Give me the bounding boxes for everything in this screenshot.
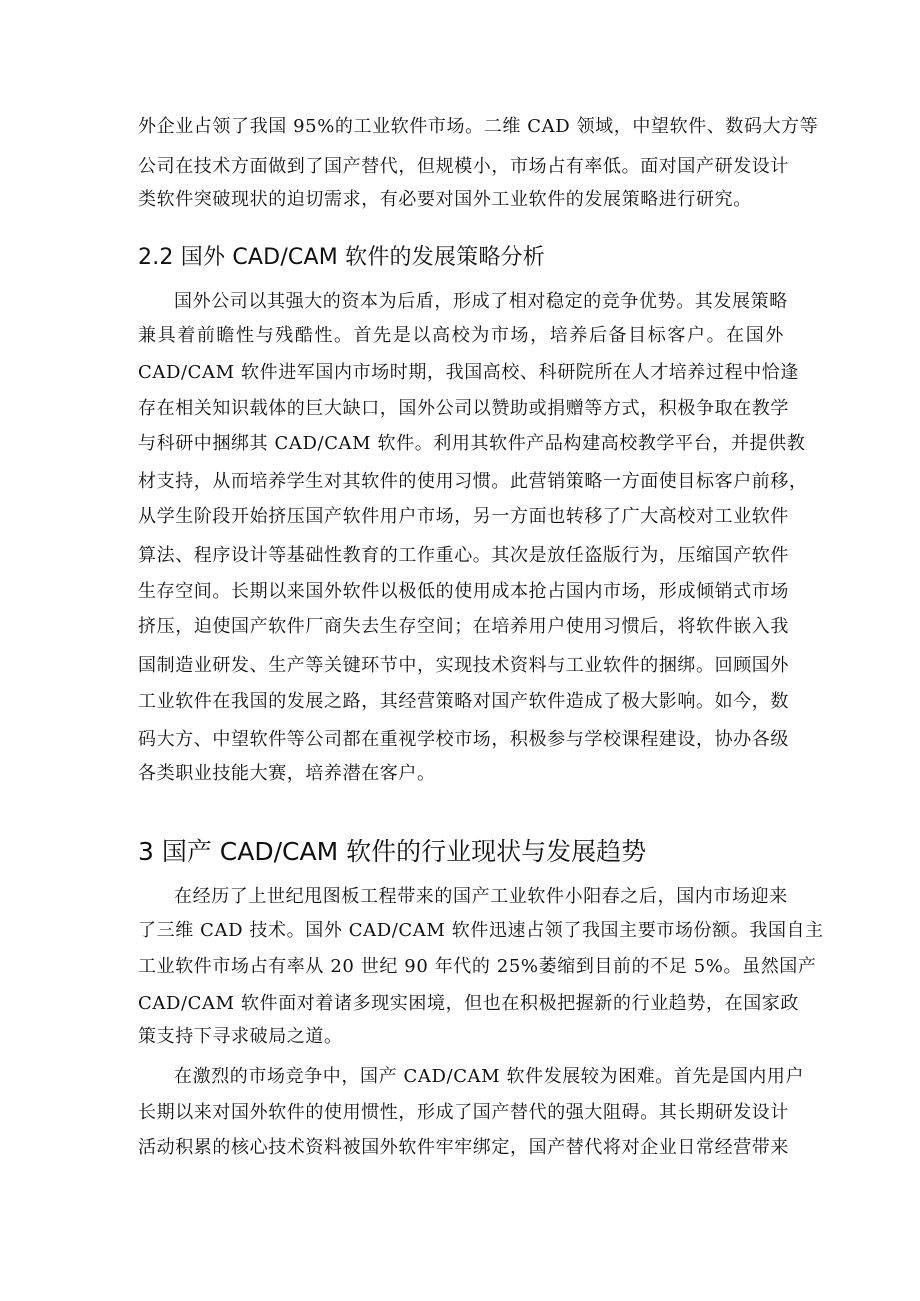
text-line: 长期以来对国外软件的使用惯性，形成了国产替代的强大阻碍。其长期研发设计 bbox=[138, 1102, 789, 1123]
text-line: 算法、程序设计等基础性教育的工作重心。其次是放任盗版行为，压缩国产软件 bbox=[138, 545, 789, 566]
text-line: 工业软件市场占有率从 20 世纪 90 年代的 25%萎缩到目前的不足 5%。虽然国产 bbox=[138, 956, 817, 977]
text-line: 公司在技术方面做到了国产替代，但规模小，市场占有率低。面对国产研发设计 bbox=[138, 156, 789, 177]
text-line: 工业软件在我国的发展之路，其经营策略对国产软件造成了极大影响。如今，数 bbox=[138, 691, 789, 712]
text-line: 活动积累的核心技术资料被国外软件牢牢绑定，国产替代将对企业日常经营带来 bbox=[138, 1137, 789, 1158]
text-line: CAD/CAM 软件面对着诸多现实困境，但也在积极把握新的行业趋势，在国家政 bbox=[138, 993, 799, 1014]
text-line: 在经历了上世纪甩图板工程带来的国产工业软件小阳春之后，国内市场迎来 bbox=[174, 886, 788, 907]
text-line: 生存空间。长期以来国外软件以极低的使用成本抢占国内市场，形成倾销式市场 bbox=[138, 581, 789, 602]
text-line: 各类职业技能大赛，培养潜在客户。 bbox=[138, 763, 436, 784]
text-line: 挤压，迫使国产软件厂商失去生存空间；在培养用户使用习惯后，将软件嵌入我 bbox=[138, 616, 789, 637]
text-line: CAD/CAM 软件进军国内市场时期，我国高校、科研院所在人才培养过程中恰逢 bbox=[138, 362, 799, 383]
text-line: 在激烈的市场竞争中，国产 CAD/CAM 软件发展较为困难。首先是国内用户 bbox=[174, 1066, 805, 1087]
section-heading-2-2: 2.2 国外 CAD/CAM 软件的发展策略分析 bbox=[138, 245, 545, 270]
text-line: 码大方、中望软件等公司都在重视学校市场，积极参与学校课程建设，协办各级 bbox=[138, 729, 789, 750]
text-line: 外企业占领了我国 95%的工业软件市场。二维 CAD 领域，中望软件、数码大方等 bbox=[138, 116, 819, 137]
text-line: 存在相关知识载体的巨大缺口，国外公司以赞助或捐赠等方式，积极争取在教学 bbox=[138, 398, 789, 419]
text-line: 国外公司以其强大的资本为后盾，形成了相对稳定的竞争优势。其发展策略 bbox=[174, 291, 788, 312]
text-line: 材支持，从而培养学生对其软件的使用习惯。此营销策略一方面使目标客户前移， bbox=[138, 471, 808, 492]
text-line: 与科研中捆绑其 CAD/CAM 软件。利用其软件产品构建高校教学平台，并提供教 bbox=[138, 433, 806, 454]
section-heading-3: 3 国产 CAD/CAM 软件的行业现状与发展趋势 bbox=[138, 837, 647, 866]
text-line: 国制造业研发、生产等关键环节中，实现技术资料与工业软件的捆绑。回顾国外 bbox=[138, 655, 789, 676]
text-line: 了三维 CAD 技术。国外 CAD/CAM 软件迅速占领了我国主要市场份额。我国自主 bbox=[138, 920, 824, 941]
text-line: 兼具着前瞻性与残酷性。首先是以高校为市场，培养后备目标客户。在国外 bbox=[138, 325, 784, 346]
text-line: 类软件突破现状的迫切需求，有必要对国外工业软件的发展策略进行研究。 bbox=[138, 189, 752, 210]
text-line: 从学生阶段开始挤压国产软件用户市场，另一方面也转移了广大高校对工业软件 bbox=[138, 506, 789, 527]
text-line: 策支持下寻求破局之道。 bbox=[138, 1026, 343, 1047]
